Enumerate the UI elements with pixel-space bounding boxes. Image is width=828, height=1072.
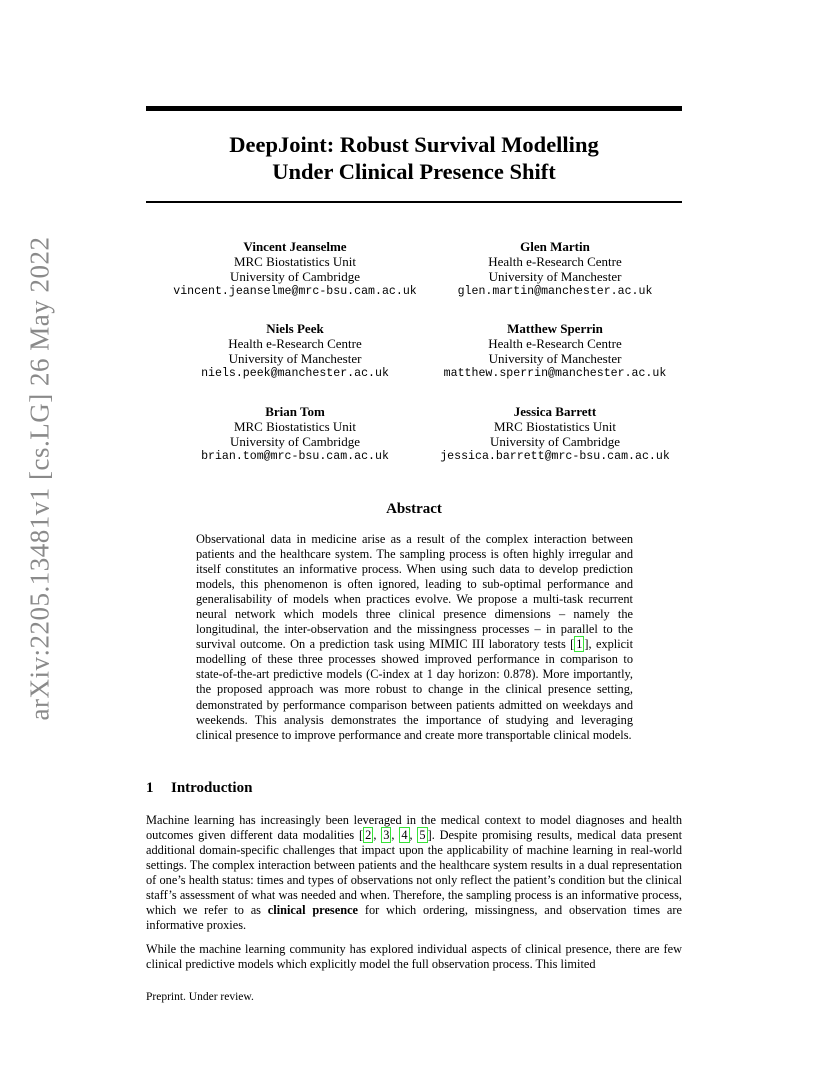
author-institution: University of Cambridge	[490, 434, 620, 449]
author-name: Jessica Barrett	[513, 404, 597, 419]
author-email[interactable]: glen.martin@manchester.ac.uk	[457, 285, 653, 298]
citation-link[interactable]: 3	[383, 828, 390, 843]
author-email[interactable]: niels.peek@manchester.ac.uk	[201, 367, 389, 380]
section-heading-introduction	[146, 780, 252, 797]
author-email[interactable]: brian.tom@mrc-bsu.cam.ac.uk	[201, 450, 389, 463]
abstract-text-part: ], explicit modelling of these three processes showed improved performance in comparison to state-of-the-art predictive models (C-index at 1 day horizon: 0.878). More importantly, the proposed approach was more robust to change in the clinical presence setting, demonstrated by performance comparison between patients admitted on weekdays and weekends. This analysis demonstrates the importance of studying and leveraging clinical presence to improve performance and create more transportable clinical models.	[196, 637, 633, 742]
author-block	[400, 239, 710, 299]
intro-paragraph: Machine learning has increasingly been leveraged in the medical context to model diagnoses and health outcomes given different data modalities [ 2 , 3 , 4 , 5 ]. Despite promising results, medical data present additional domain-specific challenges that impact upon the applicability of machine learning in real-world settings. The complex interaction between patients and the healthcare system results in a dual representation of one’s health status: times and types of observations not only reflect the patient’s condition but the clinical staff’s assessment of what was needed and when. Therefore, the sampling process is an informative process, which we refer to as clinical presence for which ordering, missingness, and observation times are informative proxies.	[146, 813, 683, 933]
citation-link[interactable]: 4	[401, 828, 408, 843]
title-rule-bottom	[146, 201, 682, 203]
paper-title-line1: DeepJoint: Robust Survival Modelling	[229, 132, 599, 157]
citation-link[interactable]: 5	[419, 828, 426, 843]
author-name: Vincent Jeanselme	[243, 239, 347, 254]
author-affiliation: Health e-Research Centre	[488, 336, 622, 351]
paragraph-text: ]. Despite promising results, medical data present additional domain-specific challenges that impact upon the applicability of machine learning in real-world settings. The complex interaction between patients and the healthcare system results in a dual representation of one’s health status: times and types of observations not only reflect the patient’s condition but the clinical staff’s assessment of what was needed and when. Therefore, the sampling process is an informative process, which we refer to as	[146, 828, 683, 918]
paragraph-text: for which ordering, missingness, and observation times are informative proxies.	[146, 903, 682, 933]
author-email[interactable]: vincent.jeanselme@mrc-bsu.cam.ac.uk	[173, 285, 417, 298]
section-number: 1	[146, 780, 154, 796]
author-block	[400, 321, 710, 381]
intro-paragraph: While the machine learning community has explored individual aspects of clinical presence, there are few clinical predictive models which explicitly model the full observation process. This limited	[146, 942, 682, 972]
author-institution: University of Manchester	[488, 269, 622, 284]
author-affiliation: Health e-Research Centre	[228, 336, 362, 351]
arxiv-stamp-text: arXiv:2205.13481v1 [cs.LG] 26 May 2022	[24, 236, 55, 720]
paper-title	[146, 131, 682, 185]
author-affiliation: MRC Biostatistics Unit	[233, 419, 357, 434]
citation-link[interactable]: 2	[365, 828, 372, 843]
abstract-text-part: Observational data in medicine arise as a result of the complex interaction between patients and the healthcare system. The sampling process is often highly irregular and itself constitutes an informative process. When using such data to develop prediction models, this phenomenon is often ignored, leading to sub-optimal performance and generalisability of models when practices evolve. We propose a multi-task recurrent neural network which models three clinical presence dimensions – namely the longitudinal, the inter-observation and the missingness processes – in parallel to the survival outcome. On a prediction task using MIMIC III laboratory tests [	[196, 532, 633, 652]
author-name: Glen Martin	[520, 239, 590, 254]
author-institution: University of Cambridge	[230, 269, 360, 284]
abstract-text	[196, 532, 633, 743]
paper-title-line2: Under Clinical Presence Shift	[272, 159, 556, 184]
author-affiliation: MRC Biostatistics Unit	[493, 419, 617, 434]
section-title: Introduction	[171, 780, 253, 796]
author-email[interactable]: matthew.sperrin@manchester.ac.uk	[443, 367, 667, 380]
title-rule-top	[146, 106, 682, 111]
author-block	[150, 239, 440, 299]
author-block	[400, 404, 710, 464]
paragraph-text: Machine learning has increasingly been leveraged in the medical context to model diagnoses and health outcomes given different data modalities [	[146, 813, 682, 843]
abstract-heading: Abstract	[386, 501, 442, 517]
author-email[interactable]: jessica.barrett@mrc-bsu.cam.ac.uk	[440, 450, 670, 463]
author-institution: University of Manchester	[228, 351, 362, 366]
arxiv-stamp	[20, 236, 60, 720]
author-institution: University of Manchester	[488, 351, 622, 366]
author-institution: University of Cambridge	[230, 434, 360, 449]
key-term: clinical presence	[267, 903, 359, 918]
author-block	[150, 404, 440, 464]
citation-link[interactable]: 1	[576, 637, 583, 652]
author-block	[150, 321, 440, 381]
author-name: Niels Peek	[266, 321, 324, 336]
footer-note: Preprint. Under review.	[146, 991, 254, 1003]
author-name: Brian Tom	[265, 404, 325, 419]
author-name: Matthew Sperrin	[507, 321, 603, 336]
author-affiliation: MRC Biostatistics Unit	[233, 254, 357, 269]
author-affiliation: Health e-Research Centre	[488, 254, 622, 269]
